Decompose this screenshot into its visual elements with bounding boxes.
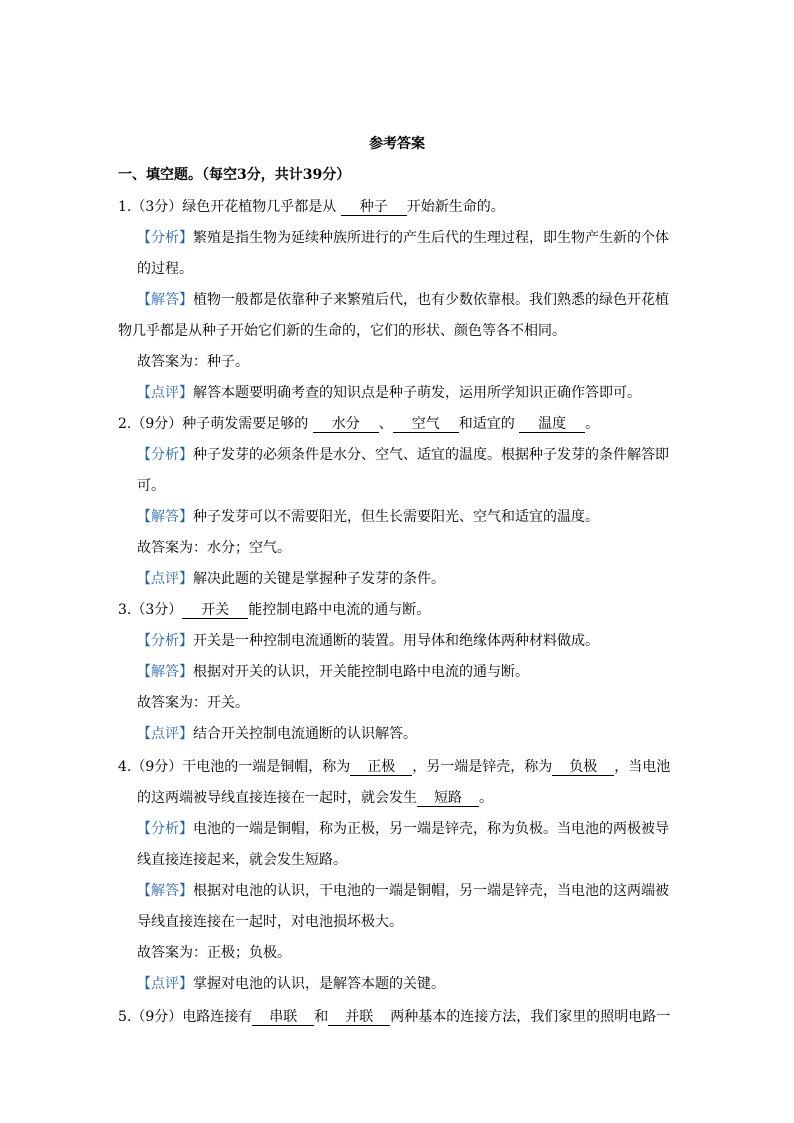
comment-line: 【点评】解答本题要明确考查的知识点是种子萌发，运用所学知识正确作答即可。 xyxy=(137,385,641,401)
final-answer: 故答案为：种子。 xyxy=(137,354,249,370)
question-1: 1.（3分）绿色开花植物几乎都是从 种子 开始新生命的。 xyxy=(118,199,505,215)
solution-line: 【解答】根据对开关的认识，开关能控制电路中电流的通与断。 xyxy=(137,664,529,680)
analysis-tag: 【分析】 xyxy=(137,633,193,649)
comment-line: 【点评】结合开关控制电流通断的认识解答。 xyxy=(137,726,417,742)
question-4: 4.（9分）干电池的一端是铜帽，称为 正极 ，另一端是锌壳，称为 负极 ，当电池 xyxy=(118,759,671,775)
answer-blank: 空气 xyxy=(393,416,459,433)
solution-tag: 【解答】 xyxy=(137,664,193,680)
answer-blank: 负极 xyxy=(552,759,614,776)
question-number: 5.（9分） xyxy=(118,1009,183,1025)
answer-blank: 正极 xyxy=(350,759,412,776)
comment-line: 【点评】掌握对电池的认识，是解答本题的关键。 xyxy=(137,976,445,992)
answer-blank: 短路 xyxy=(417,790,479,807)
question-3: 3.（3分） 开关 能控制电路中电流的通与断。 xyxy=(118,602,431,618)
comment-tag: 【点评】 xyxy=(137,385,193,401)
final-answer: 故答案为：水分；空气。 xyxy=(137,540,291,556)
question-4-continued: 的这两端被导线直接连接在一起时，就会发生 短路 。 xyxy=(137,790,493,806)
question-number: 1.（3分） xyxy=(118,199,183,215)
comment-tag: 【点评】 xyxy=(137,571,193,587)
analysis-line: 【分析】开关是一种控制电流通断的装置。用导体和绝缘体两种材料做成。 xyxy=(137,633,599,649)
solution-tag: 【解答】 xyxy=(137,883,193,899)
analysis-tag: 【分析】 xyxy=(137,447,193,463)
question-number: 3.（3分） xyxy=(118,602,183,618)
page-title: 参考答案 xyxy=(369,136,425,152)
section-heading: 一、填空题。（每空3分，共计39分） xyxy=(118,167,351,183)
solution-tag: 【解答】 xyxy=(137,292,193,308)
question-5: 5.（9分）电路连接有 串联 和 并联 两种基本的连接方法，我们家里的照明电路一 xyxy=(118,1009,671,1025)
solution-line: 【解答】植物一般都是依靠种子来繁殖后代，也有少数依靠根。我们熟悉的绿色开花植 xyxy=(137,292,669,308)
analysis-line: 线直接连接起来，就会发生短路。 xyxy=(137,852,347,868)
solution-line: 导线直接连接在一起时，对电池损坏极大。 xyxy=(137,914,403,930)
answer-blank: 水分 xyxy=(313,416,379,433)
question-number: 4.（9分） xyxy=(118,759,183,775)
answer-blank: 并联 xyxy=(328,1009,390,1026)
comment-tag: 【点评】 xyxy=(137,976,193,992)
analysis-line: 【分析】繁殖是指生物为延续种族所进行的产生后代的生理过程，即生物产生新的个体 xyxy=(137,230,669,246)
comment-line: 【点评】解决此题的关键是掌握种子发芽的条件。 xyxy=(137,571,445,587)
solution-tag: 【解答】 xyxy=(137,509,193,525)
question-2: 2.（9分）种子萌发需要足够的 水分 、 空气 和适宜的 温度 。 xyxy=(118,416,600,432)
analysis-line: 【分析】种子发芽的必须条件是水分、空气、适宜的温度。根据种子发芽的条件解答即 xyxy=(137,447,669,463)
analysis-tag: 【分析】 xyxy=(137,821,193,837)
analysis-tag: 【分析】 xyxy=(137,230,193,246)
final-answer: 故答案为：正极；负极。 xyxy=(137,945,291,961)
answer-blank: 温度 xyxy=(519,416,585,433)
solution-line: 【解答】种子发芽可以不需要阳光，但生长需要阳光、空气和适宜的温度。 xyxy=(137,509,599,525)
answer-blank: 开关 xyxy=(182,602,248,619)
comment-tag: 【点评】 xyxy=(137,726,193,742)
answer-blank: 串联 xyxy=(252,1009,314,1026)
solution-line: 物几乎都是从种子开始它们新的生命的，它们的形状、颜色等各不相同。 xyxy=(118,323,566,339)
question-number: 2.（9分） xyxy=(118,416,183,432)
answer-blank: 种子 xyxy=(341,199,407,216)
final-answer: 故答案为：开关。 xyxy=(137,695,249,711)
analysis-line: 的过程。 xyxy=(137,261,193,277)
analysis-line: 可。 xyxy=(137,478,165,494)
analysis-line: 【分析】电池的一端是铜帽，称为正极，另一端是锌壳，称为负极。当电池的两极被导 xyxy=(137,821,669,837)
solution-line: 【解答】根据对电池的认识，干电池的一端是铜帽，另一端是锌壳，当电池的这两端被 xyxy=(137,883,669,899)
